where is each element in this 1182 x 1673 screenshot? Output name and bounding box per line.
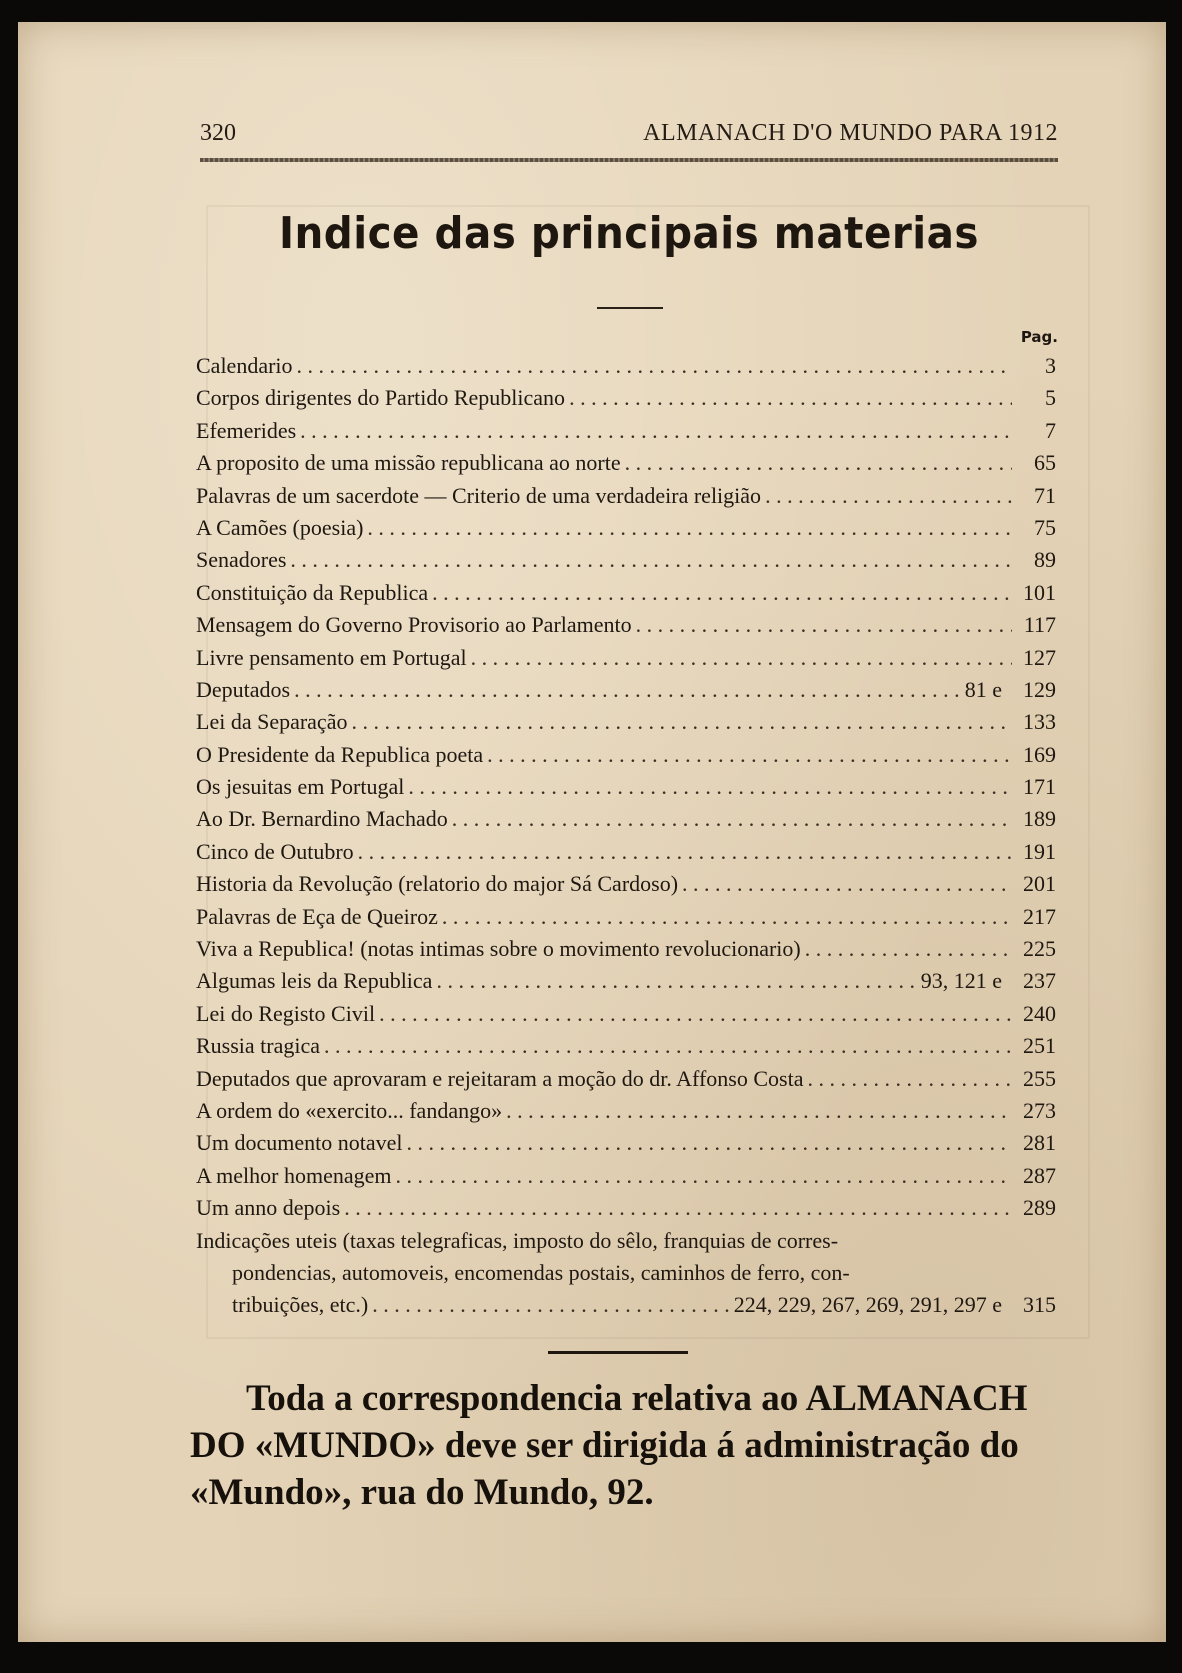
running-title: ALMANACH D'O MUNDO PARA 1912 (643, 120, 1058, 146)
toc-entry (196, 1127, 1056, 1159)
toc-entry-label: Lei da Separação (196, 709, 348, 735)
toc-entry (196, 1063, 1056, 1095)
leader-dots (344, 1192, 1012, 1224)
toc-entry (196, 447, 1056, 479)
toc-entry (196, 350, 1056, 382)
leader-dots (471, 642, 1012, 674)
toc-entry-label: tribuições, etc.) (232, 1292, 369, 1318)
leader-dots (379, 998, 1012, 1030)
leader-dots (324, 1030, 1012, 1062)
toc-entry-page: 273 (1023, 1097, 1056, 1123)
toc-entry-label: Corpos dirigentes do Partido Republicano (196, 385, 566, 411)
leader-dots (408, 771, 1012, 803)
toc-entry-label: Ao Dr. Bernardino Machado (196, 806, 448, 832)
leader-dots (294, 674, 961, 706)
header-rule (200, 158, 1058, 162)
toc-entry (196, 1160, 1056, 1192)
toc-entry-extra-pages: 93, 121 e (920, 968, 1002, 994)
leader-dots (636, 609, 1012, 641)
toc-entry-page: 129 (1023, 676, 1056, 702)
leader-dots (372, 1289, 730, 1321)
toc-entry (196, 382, 1056, 414)
toc-entry-page: 289 (1023, 1195, 1056, 1221)
toc-entry-page: 281 (1023, 1130, 1056, 1156)
toc-entry-page: 201 (1023, 871, 1056, 897)
toc-entry-page: 101 (1023, 579, 1056, 605)
toc-entry-page: 255 (1023, 1065, 1056, 1091)
pag-column-label: Pag. (1020, 328, 1058, 346)
toc-entry-page: 169 (1023, 741, 1056, 767)
leader-dots (487, 739, 1012, 771)
toc-entry (196, 771, 1056, 803)
toc-entry-line (196, 1289, 1056, 1321)
toc-entry (196, 674, 1056, 706)
toc-entry-extra-pages: 81 e (964, 676, 1002, 702)
table-of-contents (196, 350, 1056, 1322)
leader-dots (351, 706, 1012, 738)
toc-entry-page: 89 (1034, 547, 1056, 573)
toc-entry-label: O Presidente da Republica poeta (196, 741, 484, 767)
toc-entry-label: Senadores (196, 547, 287, 573)
title-divider (597, 307, 663, 309)
toc-entry (196, 512, 1056, 544)
toc-entry-label: A proposito de uma missão republicana ao norte (196, 450, 621, 476)
toc-entry-label: Viva a Republica! (notas intimas sobre o movimento revolucionario) (196, 936, 801, 962)
toc-entry-label: Deputados que aprovaram e rejeitaram a moção do dr. Affonso Costa (196, 1065, 804, 1091)
toc-entry-label: Algumas leis da Republica (196, 968, 433, 994)
toc-entry-label: Lei do Registo Civil (196, 1000, 376, 1026)
toc-entry-page: 225 (1023, 936, 1056, 962)
toc-entry-label: Russia tragica (196, 1033, 321, 1059)
toc-entry (196, 706, 1056, 738)
leader-dots (625, 447, 1012, 479)
toc-entry-page: 5 (1045, 385, 1056, 411)
toc-entry-page: 251 (1023, 1033, 1056, 1059)
toc-entry (196, 868, 1056, 900)
toc-entry (196, 998, 1056, 1030)
toc-entry-page: 315 (1023, 1292, 1056, 1318)
leader-dots (367, 512, 1012, 544)
toc-entry-label: A ordem do «exercito... fandango» (196, 1097, 503, 1123)
toc-entry-label: Historia da Revolução (relatorio do major Sá Cardoso) (196, 871, 679, 897)
leader-dots (396, 1160, 1012, 1192)
toc-entry-page: 65 (1034, 450, 1056, 476)
leader-dots (297, 350, 1012, 382)
leader-dots (290, 544, 1012, 576)
toc-entry (196, 1095, 1056, 1127)
leader-dots (506, 1095, 1012, 1127)
notice-line: «Mundo», rua do Mundo, 92. (190, 1472, 654, 1513)
toc-entry (196, 933, 1056, 965)
toc-entry-page: 189 (1023, 806, 1056, 832)
toc-entry-label: Palavras de Eça de Queiroz (196, 903, 438, 929)
page-number: 320 (200, 120, 236, 146)
toc-entry-page: 237 (1023, 968, 1056, 994)
toc-entry-page: 191 (1023, 838, 1056, 864)
toc-entry-multiline (196, 1225, 1056, 1322)
toc-entry (196, 480, 1056, 512)
correspondence-notice (190, 1375, 1060, 1516)
toc-entry-page: 117 (1023, 612, 1056, 638)
toc-entry-line: pondencias, automoveis, encomendas postais, caminhos de ferro, con- (232, 1259, 850, 1285)
toc-entry-label: A Camões (poesia) (196, 514, 364, 540)
toc-entry (196, 836, 1056, 868)
toc-entry-label: Livre pensamento em Portugal (196, 644, 467, 670)
toc-entry-label: Um anno depois (196, 1195, 341, 1221)
notice-line: DO «MUNDO» deve ser dirigida á administração do (190, 1425, 1019, 1466)
toc-entry-page: 133 (1023, 709, 1056, 735)
leader-dots (358, 836, 1012, 868)
notice-divider (548, 1351, 688, 1354)
leader-dots (682, 868, 1012, 900)
toc-entry-line: Indicações uteis (taxas telegraficas, imposto do sêlo, franquias de corres- (196, 1227, 839, 1253)
toc-entry (196, 739, 1056, 771)
toc-entry (196, 901, 1056, 933)
toc-entry-label: Efemerides (196, 417, 297, 443)
leader-dots (452, 803, 1012, 835)
leader-dots (807, 1063, 1012, 1095)
toc-entry (196, 642, 1056, 674)
toc-entry-label: Constituição da Republica (196, 579, 429, 605)
toc-entry-label: A melhor homenagem (196, 1162, 392, 1188)
toc-entry-label: Um documento notavel (196, 1130, 403, 1156)
toc-entry-label: Mensagem do Governo Provisorio ao Parlamento (196, 612, 632, 638)
leader-dots (765, 480, 1012, 512)
leader-dots (569, 382, 1012, 414)
page-title: Indice das principais materias (279, 208, 979, 259)
toc-entry-label: Calendario (196, 353, 293, 378)
toc-entry (196, 609, 1056, 641)
leader-dots (407, 1127, 1012, 1159)
toc-entry-page: 217 (1023, 903, 1056, 929)
toc-entry-label: Deputados (196, 676, 291, 702)
leader-dots (432, 577, 1012, 609)
toc-entry-extra-pages: 224, 229, 267, 269, 291, 297 e (733, 1292, 1002, 1318)
toc-entry (196, 415, 1056, 447)
toc-entry-page: 3 (1045, 353, 1056, 378)
leader-dots (442, 901, 1012, 933)
toc-entry-page: 71 (1034, 482, 1056, 508)
leader-dots (300, 415, 1012, 447)
toc-entry-page: 127 (1023, 644, 1056, 670)
notice-line: Toda a correspondencia relativa ao ALMANACH (246, 1378, 1028, 1419)
toc-entry-page: 75 (1034, 514, 1056, 540)
toc-entry-page: 7 (1045, 417, 1056, 443)
toc-entry (196, 965, 1056, 997)
toc-entry-page: 287 (1023, 1162, 1056, 1188)
toc-entry-label: Os jesuitas em Portugal (196, 774, 405, 800)
toc-entry (196, 544, 1056, 576)
toc-entry (196, 577, 1056, 609)
page-header (200, 120, 1058, 152)
toc-entry (196, 1192, 1056, 1224)
toc-entry-label: Palavras de um sacerdote — Criterio de uma verdadeira religião (196, 482, 762, 508)
leader-dots (436, 965, 916, 997)
toc-entry (196, 803, 1056, 835)
leader-dots (805, 933, 1012, 965)
toc-entry-page: 171 (1023, 774, 1056, 800)
toc-entry-page: 240 (1023, 1000, 1056, 1026)
toc-entry-label: Cinco de Outubro (196, 838, 354, 864)
toc-entry (196, 1030, 1056, 1062)
